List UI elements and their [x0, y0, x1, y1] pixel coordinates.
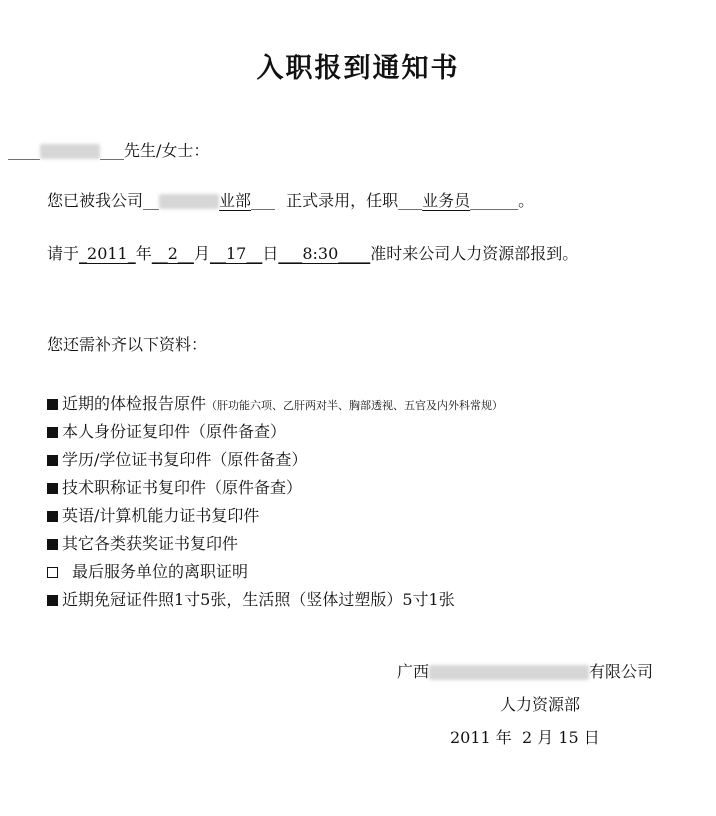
materials-heading: 您还需补齐以下资料：: [47, 335, 208, 354]
name-blank-pre: ____: [8, 141, 40, 160]
material-text: 英语/计算机能力证书复印件: [62, 506, 260, 525]
dept-blank-post: ___: [251, 191, 276, 210]
year-unit: 年: [135, 244, 152, 263]
name-blank-post: ___: [100, 141, 124, 160]
material-note: （肝功能六项、乙肝两对半、胸部透视、五官及内外科常规）: [206, 399, 504, 412]
materials-list: [47, 393, 503, 617]
material-text: 学历/学位证书复印件（原件备查）: [62, 450, 308, 469]
material-text: 最后服务单位的离职证明: [72, 562, 249, 581]
hire-prefix: 您已被我公司: [47, 191, 144, 210]
filled-square-icon: [47, 455, 58, 466]
list-item: [47, 561, 503, 589]
list-item: [47, 477, 503, 505]
company-suffix: 有限公司: [589, 662, 654, 681]
report-month: __2__: [151, 244, 194, 263]
month-unit: 月: [193, 244, 210, 263]
material-text: 其它各类获奖证书复印件: [62, 534, 239, 553]
list-item: [47, 505, 503, 533]
list-item: [47, 533, 503, 561]
position-field: 业务员: [422, 191, 471, 210]
redacted-company: [429, 665, 589, 680]
material-text: 近期的体检报告原件: [62, 394, 207, 413]
list-item: [47, 393, 503, 421]
hire-line: [47, 190, 534, 212]
list-item: [47, 449, 503, 477]
empty-checkbox-icon: [47, 567, 58, 578]
material-text: 近期免冠证件照1寸5张，生活照（竖体过塑版）5寸1张: [62, 590, 455, 609]
filled-square-icon: [47, 539, 58, 550]
filled-square-icon: [47, 511, 58, 522]
report-year: _2011_: [79, 244, 136, 263]
redacted-name: [40, 144, 100, 159]
list-item: [47, 589, 503, 617]
hire-middle: 正式录用，任职: [286, 191, 399, 210]
filled-square-icon: [47, 595, 58, 606]
filled-square-icon: [47, 427, 58, 438]
report-suffix: 准时来公司人力资源部报到。: [370, 244, 579, 263]
filled-square-icon: [47, 483, 58, 494]
list-item: [47, 421, 503, 449]
issue-date: 2011 年 2 月 15 日: [450, 728, 600, 747]
redacted-department: [159, 194, 219, 209]
department-field: [159, 191, 251, 210]
salutation-suffix: 先生/女士：: [124, 141, 210, 160]
issuing-department: 人力资源部: [500, 695, 581, 714]
department-visible: 业部: [219, 191, 252, 210]
report-day: __17__: [209, 244, 263, 263]
company-name: [397, 661, 653, 683]
report-prefix: 请于: [47, 244, 80, 263]
material-text: 技术职称证书复印件（原件备查）: [62, 478, 303, 497]
company-prefix: 广西: [397, 662, 430, 681]
day-unit: 日: [262, 244, 279, 263]
dept-blank-pre: __: [143, 191, 160, 210]
position-blank-pre: ___: [398, 191, 423, 210]
position-blank-post: ______: [470, 191, 519, 210]
salutation-line: [8, 140, 209, 162]
material-text: 本人身份证复印件（原件备查）: [62, 422, 287, 441]
filled-square-icon: [47, 399, 58, 410]
report-line: [47, 243, 578, 265]
document-title: 入职报到通知书: [256, 53, 460, 84]
hire-end: 。: [518, 191, 535, 210]
report-time: ___8:30____: [278, 244, 371, 263]
